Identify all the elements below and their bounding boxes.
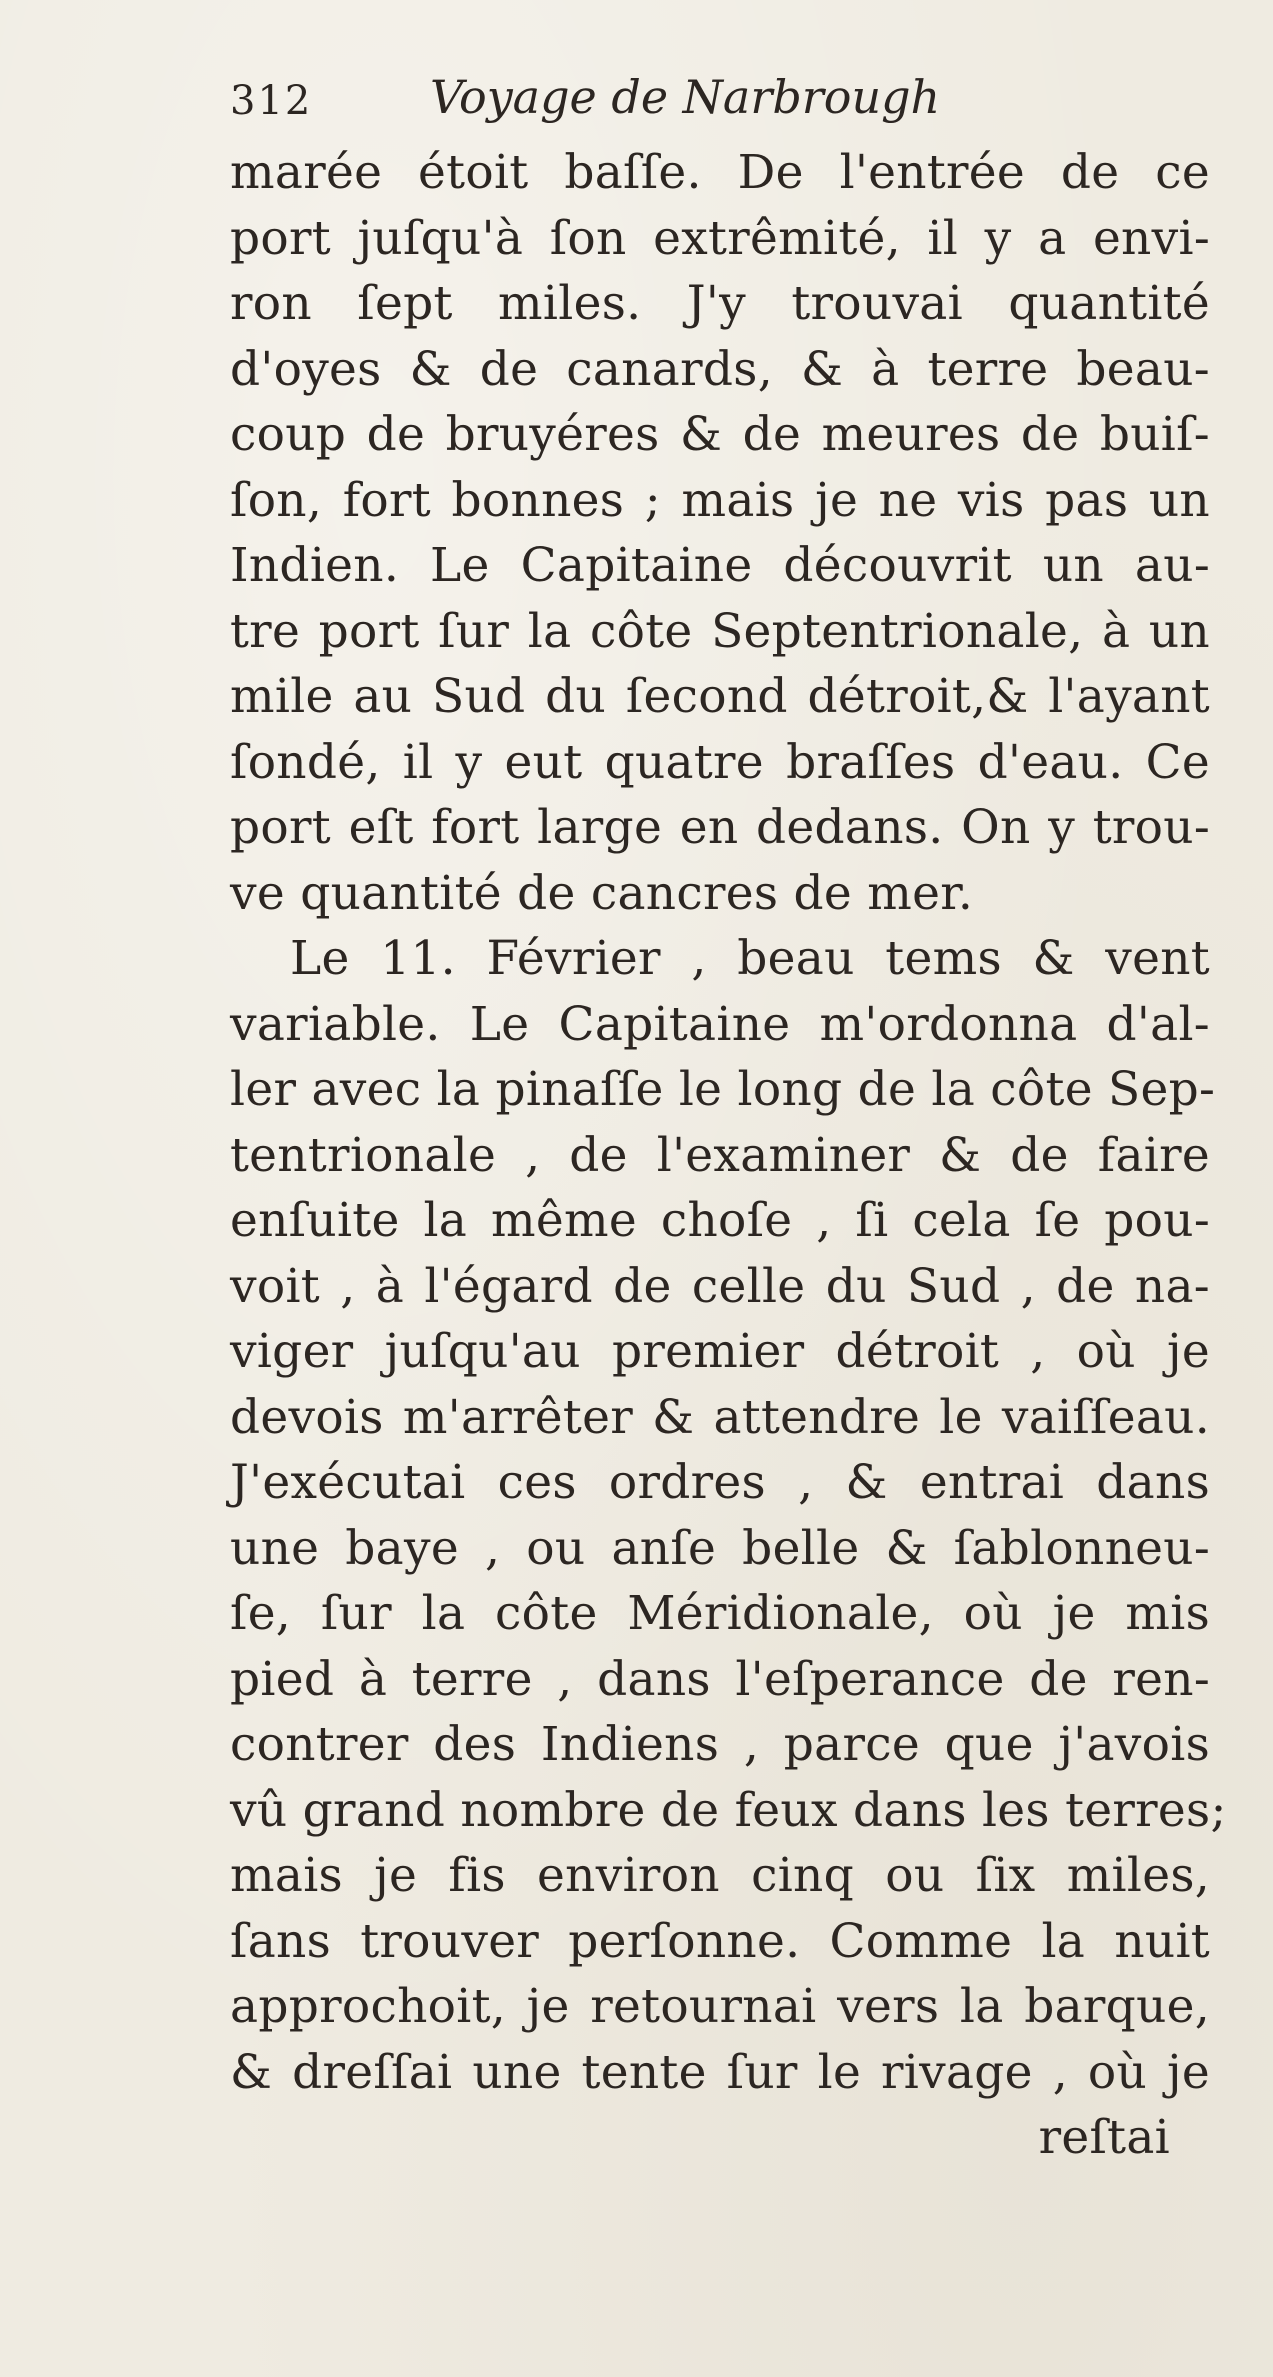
text-line: ſe, ſur la côte Méridionale, où je mis bbox=[230, 1586, 1210, 1641]
text-line: port eſt fort large en dedans. On y trou- bbox=[230, 800, 1210, 855]
text-line: devois m'arrêter & attendre le vaiſſeau. bbox=[230, 1389, 1210, 1445]
text-line: ron ſept miles. J'y trouvai quantité bbox=[230, 276, 1210, 331]
text-line: J'exécutai ces ordres , & entrai dans bbox=[230, 1455, 1210, 1510]
text-line: variable. Le Capitaine m'ordonna d'al- bbox=[230, 996, 1210, 1052]
text-line: d'oyes & de canards, & à terre beau- bbox=[230, 341, 1210, 397]
catchword: reſtai bbox=[1038, 2110, 1170, 2165]
text-line: ler avec la pinaſſe le long de la côte Sep- bbox=[230, 1062, 1216, 1117]
text-line: pied à terre , dans l'eſperance de ren- bbox=[230, 1651, 1210, 1707]
text-line: voit , à l'égard de celle du Sud , de na- bbox=[230, 1258, 1210, 1314]
text-line: ſon, fort bonnes ; mais je ne vis pas un bbox=[230, 472, 1210, 528]
body-text bbox=[230, 140, 1227, 2171]
text-line: mais je fis environ cinq ou ſix miles, bbox=[230, 1848, 1210, 1903]
text-line: vû grand nombre de feux dans les terres; bbox=[230, 1782, 1227, 1838]
text-line: Le 11. Février , beau tems & vent bbox=[290, 931, 1210, 986]
running-title: Voyage de Narbrough bbox=[430, 70, 941, 124]
text-line: une baye , ou anſe belle & ſablonneu- bbox=[230, 1520, 1210, 1576]
text-line: tentrionale , de l'examiner & de faire bbox=[230, 1127, 1210, 1183]
text-line: enſuite la même choſe , ſi cela ſe pou- bbox=[230, 1193, 1210, 1248]
text-line: ſans trouver perſonne. Comme la nuit bbox=[230, 1913, 1210, 1969]
text-line: viger juſqu'au premier détroit , où je bbox=[230, 1324, 1210, 1379]
text-line: & dreſſai une tente ſur le rivage , où je bbox=[230, 2044, 1210, 2100]
text-line: port juſqu'à ſon extrêmité, il y a envi- bbox=[230, 210, 1210, 266]
text-line: tre port ſur la côte Septentrionale, à un bbox=[230, 603, 1210, 659]
catchword-line bbox=[230, 2105, 1210, 2171]
text-line: ſondé, il y eut quatre braſſes d'eau. Ce bbox=[230, 734, 1210, 790]
text-line: marée étoit baſſe. De l'entrée de ce bbox=[230, 145, 1210, 200]
text-line: approchoit, je retournai vers la barque, bbox=[230, 1979, 1210, 2034]
text-line: contrer des Indiens , parce que j'avois bbox=[230, 1717, 1210, 1772]
text-line: ve quantité de cancres de mer. bbox=[230, 865, 974, 921]
text-line: Indien. Le Capitaine découvrit un au- bbox=[230, 538, 1210, 593]
page-number: 312 bbox=[230, 78, 313, 124]
text-line: coup de bruyéres & de meures de buiſ- bbox=[230, 407, 1210, 462]
page-header bbox=[230, 70, 1050, 140]
text-line: mile au Sud du ſecond détroit,& l'ayant bbox=[230, 669, 1210, 724]
